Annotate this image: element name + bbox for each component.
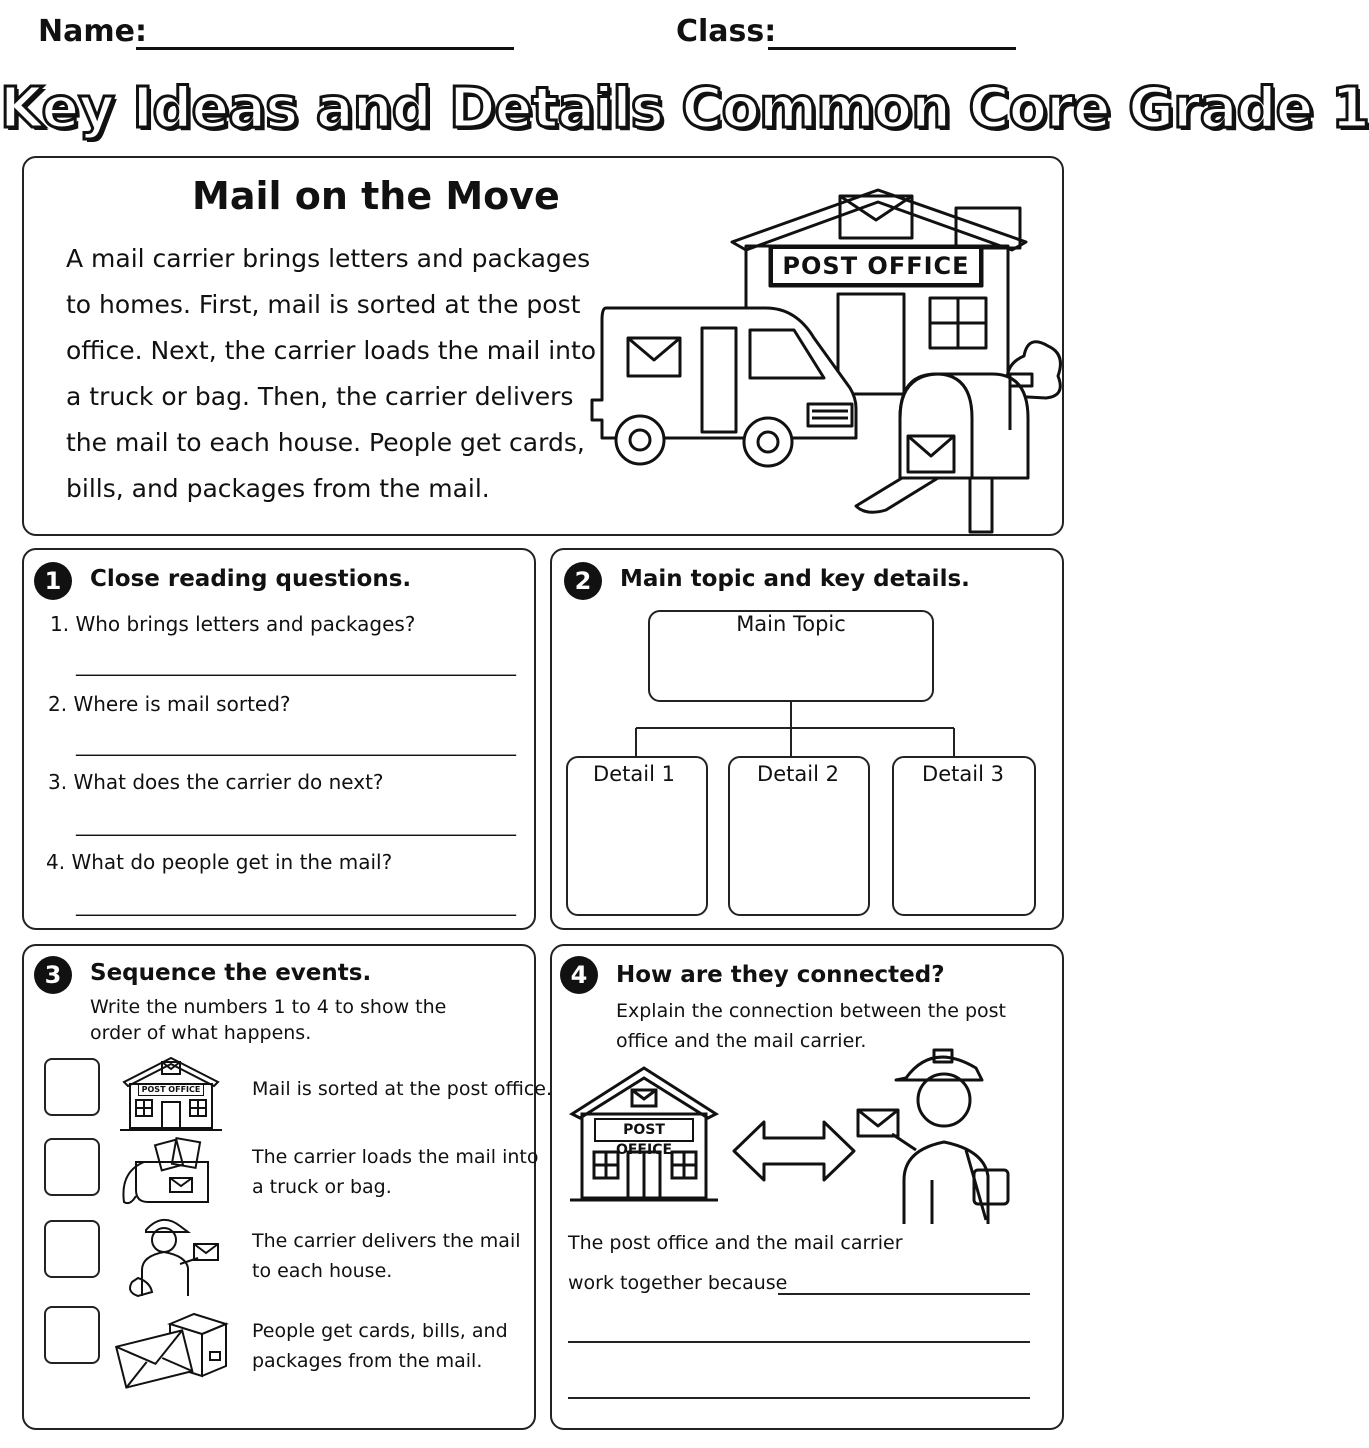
section-title: How are they connected? [616,962,945,988]
sequence-answer-box-2[interactable] [44,1138,100,1196]
name-label: Name: [38,14,147,49]
event-text-4: People get cards, bills, and [252,1320,508,1342]
sequence-answer-box-3[interactable] [44,1220,100,1278]
section-number-badge: 4 [560,956,598,994]
worksheet-title: Key Ideas and Details Common Core Grade 1 [0,76,1369,141]
sequence-instructions: Write the numbers 1 to 4 to show the [90,996,447,1018]
story-line: bills, and packages from the mail. [66,474,490,503]
name-field[interactable] [136,47,514,50]
answer-line-3[interactable]: ____________________________________________ [76,812,516,836]
question-4: 4. What do people get in the mail? [46,850,393,874]
answer-line-5[interactable] [778,1293,1030,1295]
class-label: Class: [676,14,777,49]
section-title: Close reading questions. [90,566,412,592]
event-text-2: The carrier loads the mail into [252,1146,539,1168]
answer-line-1[interactable]: ____________________________________________ [76,652,516,676]
story-line: office. Next, the carrier loads the mail into [66,336,597,365]
envelope-package-icon [114,1304,232,1388]
sequence-answer-box-1[interactable] [44,1058,100,1116]
connection-prompt: The post office and the mail carrier [568,1232,903,1254]
event-text-1: Mail is sorted at the post office. [252,1078,553,1100]
question-2: 2. Where is mail sorted? [48,692,291,716]
mail-bag-icon [118,1138,214,1206]
detail-label: Detail 3 [922,762,1004,786]
event-text-3: to each house. [252,1260,393,1282]
sequence-instructions: order of what happens. [90,1022,312,1044]
answer-line-4[interactable]: ____________________________________________ [76,892,516,916]
answer-line-2[interactable]: ____________________________________________ [76,732,516,756]
story-line: the mail to each house. People get cards, [66,428,585,457]
section-title: Main topic and key details. [620,566,970,592]
connection-instructions: office and the mail carrier. [616,1030,867,1052]
detail-label: Detail 2 [757,762,839,786]
answer-line-7[interactable] [568,1397,1030,1399]
answer-line-6[interactable] [568,1341,1030,1343]
post-office-sign: POST OFFICE [770,246,982,286]
section-title: Sequence the events. [90,960,372,986]
section-number-badge: 3 [34,956,72,994]
post-office-sign: POST OFFICE [594,1118,694,1142]
section-number-badge: 1 [34,562,72,600]
mail-carrier-icon [856,1040,1016,1230]
double-arrow-icon [732,1120,856,1182]
main-topic-label: Main Topic [736,612,846,636]
mail-carrier-icon [122,1208,222,1298]
event-text-2: a truck or bag. [252,1176,392,1198]
connection-prompt: work together because [568,1272,788,1294]
topic-connector-lines [560,700,1060,760]
story-line: a truck or bag. Then, the carrier delivers [66,382,574,411]
post-office-scene-icon [590,160,1050,532]
story-line: A mail carrier brings letters and packages [66,244,591,273]
story-line: to homes. First, mail is sorted at the post [66,290,581,319]
story-title: Mail on the Move [192,174,560,218]
event-text-4: packages from the mail. [252,1350,483,1372]
question-3: 3. What does the carrier do next? [48,770,384,794]
sequence-answer-box-4[interactable] [44,1306,100,1364]
event-text-3: The carrier delivers the mail [252,1230,521,1252]
section-number-badge: 2 [564,562,602,600]
post-office-sign: POST OFFICE [138,1084,204,1096]
question-1: 1. Who brings letters and packages? [50,612,416,636]
detail-label: Detail 1 [593,762,675,786]
class-field[interactable] [768,47,1016,50]
connection-instructions: Explain the connection between the post [616,1000,1006,1022]
